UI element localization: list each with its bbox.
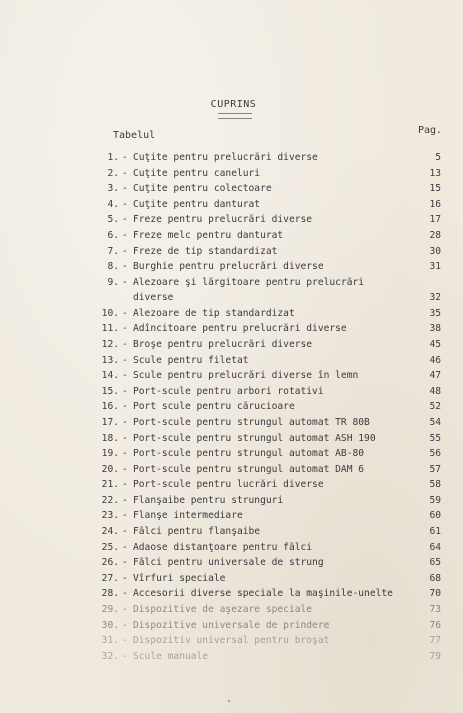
entry-title: Scule manuale [133, 650, 209, 662]
entry-title: Flanşe intermediare [133, 510, 243, 522]
entry-title: Cuţite pentru colectoare [133, 183, 272, 195]
contents-row [0, 353, 463, 369]
entry-number: 11. [101, 323, 119, 335]
entry-page-number: 32 [429, 291, 441, 303]
entry-page-number: 30 [429, 245, 441, 257]
entry-page-number: 55 [429, 432, 441, 444]
entry-page-number: 68 [429, 572, 441, 584]
title-underline [218, 113, 252, 119]
entry-title: Scule pentru prelucrări diverse în lemn [133, 370, 359, 382]
entry-dash: - [122, 432, 128, 444]
entry-number: 9. [107, 276, 119, 288]
entry-number: 17. [101, 416, 119, 428]
entry-page-number: 58 [429, 479, 441, 491]
contents-row [0, 446, 463, 462]
entry-page-number: 64 [429, 541, 441, 553]
contents-row [0, 399, 463, 415]
entry-dash: - [122, 214, 128, 226]
entry-title: Vîrfuri speciale [133, 572, 226, 584]
entry-number: 28. [101, 588, 119, 600]
contents-row [0, 602, 463, 618]
entry-dash: - [122, 448, 128, 460]
entry-page-number: 47 [429, 370, 441, 382]
entry-number: 8. [107, 261, 119, 273]
entry-number: 21. [101, 479, 119, 491]
entry-page-number: 38 [429, 323, 441, 335]
entry-number: 25. [101, 541, 119, 553]
entry-page-number: 73 [429, 604, 441, 616]
contents-row [0, 321, 463, 337]
entry-dash: - [122, 557, 128, 569]
entry-title: Cuţite pentru caneluri [133, 167, 261, 179]
entry-page-number: 61 [429, 526, 441, 538]
entry-number: 26. [101, 557, 119, 569]
entry-number: 29. [101, 604, 119, 616]
entry-page-number: 65 [429, 557, 441, 569]
entry-dash: - [122, 494, 128, 506]
entry-number: 3. [107, 183, 119, 195]
entry-dash: - [122, 619, 128, 631]
entry-page-number: 57 [429, 463, 441, 475]
entry-dash: - [122, 323, 128, 335]
contents-row [0, 633, 463, 649]
entry-page-number: 59 [429, 494, 441, 506]
contents-row [0, 555, 463, 571]
contents-row [0, 166, 463, 182]
entry-number: 5. [107, 214, 119, 226]
contents-row [0, 493, 463, 509]
entry-dash: - [122, 198, 128, 210]
contents-row [0, 540, 463, 556]
entry-page-number: 28 [429, 229, 441, 241]
contents-row [0, 462, 463, 478]
contents-row [0, 524, 463, 540]
entry-title: Adaose distanţoare pentru fălci [133, 541, 313, 553]
entry-dash: - [122, 167, 128, 179]
entry-number: 13. [101, 354, 119, 366]
entry-page-number: 70 [429, 588, 441, 600]
entry-dash: - [122, 572, 128, 584]
entry-title: Port-scule pentru strungul automat TR 80B [133, 416, 370, 428]
entry-dash: - [122, 479, 128, 491]
contents-row [0, 228, 463, 244]
entry-title: Cuţite pentru prelucrări diverse [133, 152, 318, 163]
entry-dash: - [122, 541, 128, 553]
entry-title: Freze de tip standardizat [133, 245, 278, 257]
contents-row [0, 649, 463, 665]
entry-number: 14. [101, 370, 119, 382]
entry-title: Port scule pentru cărucioare [133, 401, 295, 413]
contents-row [0, 181, 463, 197]
entry-title: Port-scule pentru lucrări diverse [133, 479, 324, 491]
contents-row [0, 368, 463, 384]
entry-dash: - [122, 463, 128, 475]
contents-row [0, 212, 463, 228]
entry-title: Port-scule pentru arbori rotativi [133, 385, 324, 397]
entry-title: Broşe pentru prelucrări diverse [133, 338, 313, 350]
entry-title: Cuţite pentru danturat [133, 198, 261, 210]
entry-number: 7. [107, 245, 119, 257]
entry-dash: - [122, 510, 128, 522]
entry-dash: - [122, 183, 128, 195]
entry-page-number: 60 [429, 510, 441, 522]
entry-title: Flanşaibe pentru strunguri [133, 494, 284, 506]
entry-number: 19. [101, 448, 119, 460]
entry-number: 24. [101, 526, 119, 538]
entry-title: Adîncitoare pentru prelucrări diverse [133, 323, 347, 335]
entry-page-number: 16 [429, 198, 441, 210]
entry-page-number: 46 [429, 354, 441, 366]
entry-title: Port-scule pentru strungul automat AB-80 [133, 448, 365, 460]
contents-row [0, 384, 463, 400]
entry-number: 1. [107, 152, 119, 163]
entry-number: 15. [101, 385, 119, 397]
contents-row [0, 431, 463, 447]
entry-page-number: 52 [429, 401, 441, 413]
entry-page-number: 77 [429, 635, 441, 647]
contents-row [0, 477, 463, 493]
entry-page-number: 17 [429, 214, 441, 226]
contents-row [0, 415, 463, 431]
entry-title: Alezoare de tip standardizat [133, 307, 295, 319]
entry-number: 6. [107, 229, 119, 241]
contents-row [0, 259, 463, 275]
entry-page-number: 5 [435, 152, 441, 163]
column-header-table: Tabelul [113, 130, 156, 141]
entry-dash: - [122, 416, 128, 428]
entry-title: Alezoare şi lărgitoare pentru prelucrări diverse [133, 276, 365, 304]
entry-dash: - [122, 338, 128, 350]
entry-dash: - [122, 385, 128, 397]
entry-number: 2. [107, 167, 119, 179]
entry-page-number: 13 [429, 167, 441, 179]
entry-title: Dispozitive de aşezare speciale [133, 604, 313, 616]
entry-number: 31. [101, 635, 119, 647]
entry-page-number: 56 [429, 448, 441, 460]
entry-title: Fălci pentru flanşaibe [133, 526, 261, 538]
entry-dash: - [122, 276, 128, 288]
entry-page-number: 15 [429, 183, 441, 195]
page-speck [228, 700, 230, 702]
entry-title: Dispozitive universale de prindere [133, 619, 330, 631]
contents-row [0, 275, 463, 306]
entry-page-number: 35 [429, 307, 441, 319]
entry-dash: - [122, 650, 128, 662]
column-header-page: Pag. [418, 125, 443, 136]
entry-number: 16. [101, 401, 119, 413]
entry-title: Freze pentru prelucrări diverse [133, 214, 313, 226]
entry-title: Burghie pentru prelucrări diverse [133, 261, 324, 273]
contents-row [0, 244, 463, 260]
entry-title: Freze melc pentru danturat [133, 229, 284, 241]
entry-dash: - [122, 354, 128, 366]
entry-number: 32. [101, 650, 119, 662]
entry-dash: - [122, 588, 128, 600]
entry-page-number: 45 [429, 338, 441, 350]
entry-page-number: 48 [429, 385, 441, 397]
contents-list [0, 150, 463, 664]
entry-number: 27. [101, 572, 119, 584]
contents-row [0, 337, 463, 353]
entry-dash: - [122, 635, 128, 647]
entry-dash: - [122, 245, 128, 257]
contents-row [0, 586, 463, 602]
contents-row [0, 150, 463, 166]
entry-dash: - [122, 401, 128, 413]
entry-dash: - [122, 229, 128, 241]
entry-number: 30. [101, 619, 119, 631]
entry-title: Scule pentru filetat [133, 354, 249, 366]
entry-dash: - [122, 370, 128, 382]
entry-number: 18. [101, 432, 119, 444]
entry-dash: - [122, 526, 128, 538]
contents-row [0, 197, 463, 213]
entry-title: Fălci pentru universale de strung [133, 557, 324, 569]
entry-dash: - [122, 261, 128, 273]
entry-dash: - [122, 604, 128, 616]
entry-page-number: 31 [429, 261, 441, 273]
contents-row [0, 508, 463, 524]
entry-page-number: 76 [429, 619, 441, 631]
entry-title: Port-scule pentru strungul automat DAM 6 [133, 463, 365, 475]
entry-title: Port-scule pentru strungul automat ASH 190 [133, 432, 376, 444]
entry-number: 22. [101, 494, 119, 506]
entry-number: 23. [101, 510, 119, 522]
contents-row [0, 618, 463, 634]
entry-number: 20. [101, 463, 119, 475]
entry-title: Accesorii diverse speciale la maşinile-unelte [133, 588, 393, 600]
entry-number: 10. [101, 307, 119, 319]
page-title: CUPRINS [210, 99, 257, 110]
entry-title: Dispozitiv universal pentru broşat [133, 635, 330, 647]
contents-row [0, 306, 463, 322]
entry-number: 4. [107, 198, 119, 210]
entry-dash: - [122, 152, 128, 163]
entry-page-number: 54 [429, 416, 441, 428]
entry-number: 12. [101, 338, 119, 350]
entry-page-number: 79 [429, 650, 441, 662]
entry-dash: - [122, 307, 128, 319]
contents-row [0, 571, 463, 587]
